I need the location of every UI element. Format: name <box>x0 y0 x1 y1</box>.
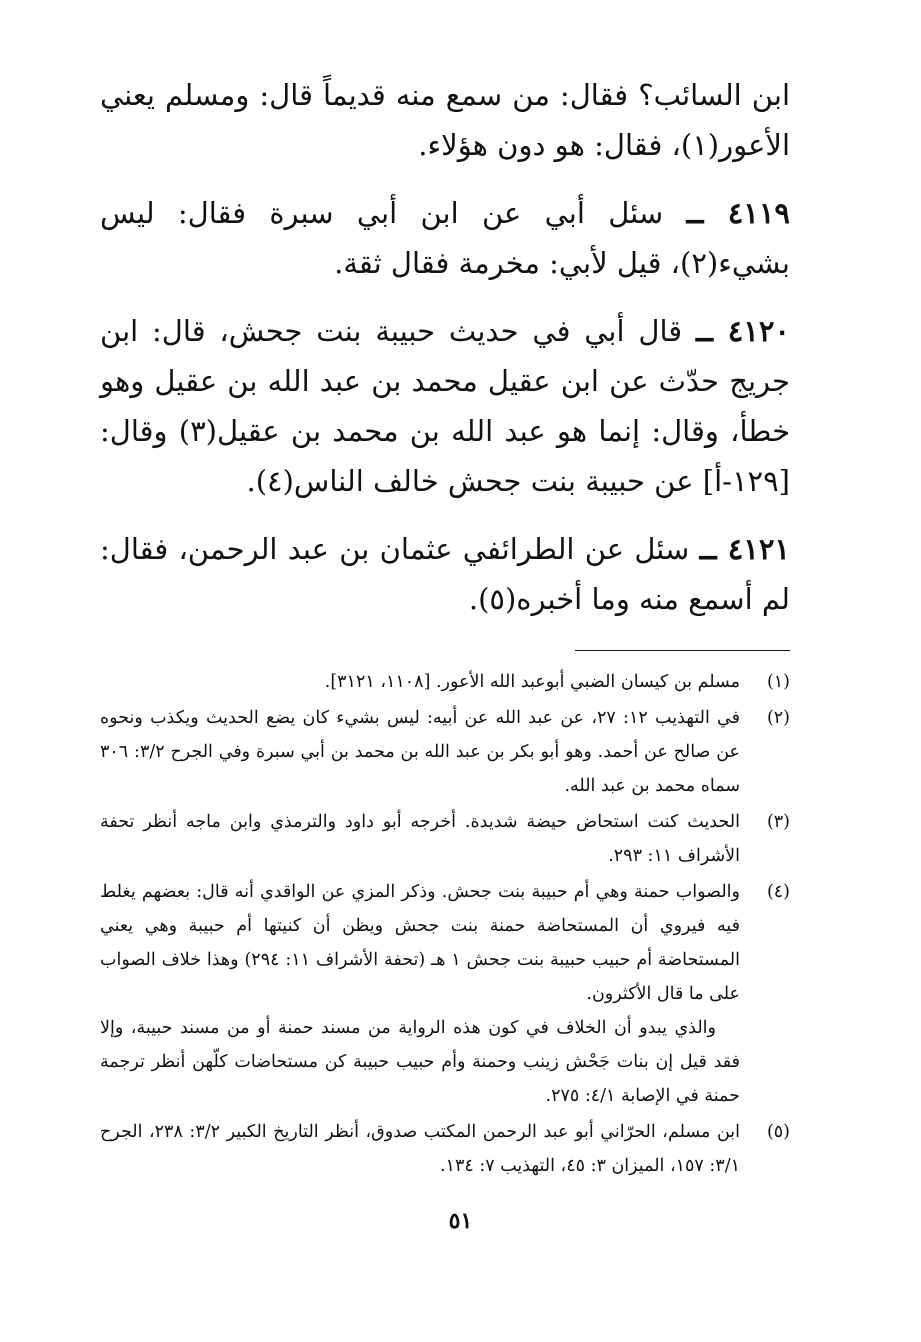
entry-4121 <box>100 524 790 624</box>
footnote-text <box>100 665 740 699</box>
footnote-line: في التهذيب ١٢: ٢٧، عن عبد الله عن أبيه: ليس بشيء كان يضع الحديث ويكذب ونحوه عن صالح عن أحمد. وهو أبو بكر بن عبد الله بن محمد بن أبي سبرة وفي الجرح ٣/٢: ٣٠٦ سماه محمد بن عبد الله. <box>100 708 741 796</box>
footnote-2 <box>100 701 790 803</box>
footnote-3 <box>100 805 790 873</box>
footnotes <box>100 665 790 1183</box>
entry-text: قال أبي في حديث حبيبة بنت جحش، قال: ابن جريج حدّث عن ابن عقيل محمد بن عبد الله بن عقيل وهو خطأ، وقال: إنما هو عبد الله بن محمد بن عقيل(٣) وقال: [١٢٩-أ] عن حبيبة بنت جحش خالف الناس(٤). <box>100 314 791 498</box>
footnote-line: الحديث كنت استحاض حيضة شديدة. أخرجه أبو داود والترمذي وابن ماجه أنظر تحفة الأشراف ١١: ٢٩٣. <box>100 812 740 866</box>
entry-text: سئل أبي عن ابن أبي سبرة فقال: ليس بشيء(٢)، قيل لأبي: مخرمة فقال ثقة. <box>100 196 790 280</box>
paragraph-continuation <box>100 70 790 170</box>
footnote-number: (٢) <box>766 708 790 728</box>
page-number: ٥١ <box>448 1208 473 1234</box>
footnote-number: (٣) <box>766 812 790 832</box>
footnote-number: (٥) <box>766 1122 790 1142</box>
footnote-number: (٤) <box>766 882 790 902</box>
footnote-4 <box>100 875 790 1113</box>
footnote-line: ابن مسلم، الحرّاني أبو عبد الرحمن المكتب صدوق، أنظر التاريخ الكبير ٣/٢: ٢٣٨، الجرح ٣/١: ١٥٧، الميزان ٣: ٤٥، التهذيب ٧: ١٣٤. <box>100 1122 740 1176</box>
footnote-5 <box>100 1115 790 1183</box>
footnote-text <box>100 1115 740 1183</box>
entry-number: ٤١١٩ ــ <box>686 196 791 230</box>
footnote-number: (١) <box>766 672 790 692</box>
paragraph-text: ابن السائب؟ فقال: من سمع منه قديماً قال: ومسلم يعني الأعور(١)، فقال: هو دون هؤلاء. <box>100 78 790 162</box>
entry-number: ٤١٢٠ ــ <box>695 314 790 348</box>
entry-text: سئل عن الطرائفي عثمان بن عبد الرحمن، فقال: لم أسمع منه وما أخبره(٥). <box>100 532 790 616</box>
main-text <box>100 70 790 624</box>
footnote-1 <box>100 665 790 699</box>
entry-4120 <box>100 306 790 506</box>
footnote-line: والصواب حمنة وهي أم حبيبة بنت جحش. وذكر المزي عن الواقدي أنه قال: بعضهم يغلط فيه فيروي أن المستحاضة حمنة بنت جحش ويظن أن كنيتها أم حبيبة وهي يعني المستحاضة أم حبيب حبيبة بنت جحش ١ هـ (تحفة الأشراف ١١: ٢٩٤) وهذا خلاف الصواب على ما قال الأكثرون. <box>100 882 741 1004</box>
footnote-text <box>100 701 740 803</box>
footnote-line: والذي يبدو أن الخلاف في كون هذه الرواية من مسند حمنة أو من مسند حبيبة، وإلا فقد قيل إن بنات جَحْش زينب وحمنة وأم حبيب حبيبة كن مستحاضات كلّهن أنظر ترجمة حمنة في الإصابة ٤/١: ٢٧٥. <box>100 1018 740 1106</box>
entry-number: ٤١٢١ ــ <box>699 532 790 566</box>
entry-4119 <box>100 188 790 288</box>
footnote-text <box>100 875 740 1113</box>
footnote-divider <box>575 650 790 651</box>
footnote-text <box>100 805 740 873</box>
footnote-line: مسلم بن كيسان الضبي أبوعبد الله الأعور. [١١٠٨، ٣١٢١]. <box>324 672 740 692</box>
page-body <box>100 70 790 1185</box>
